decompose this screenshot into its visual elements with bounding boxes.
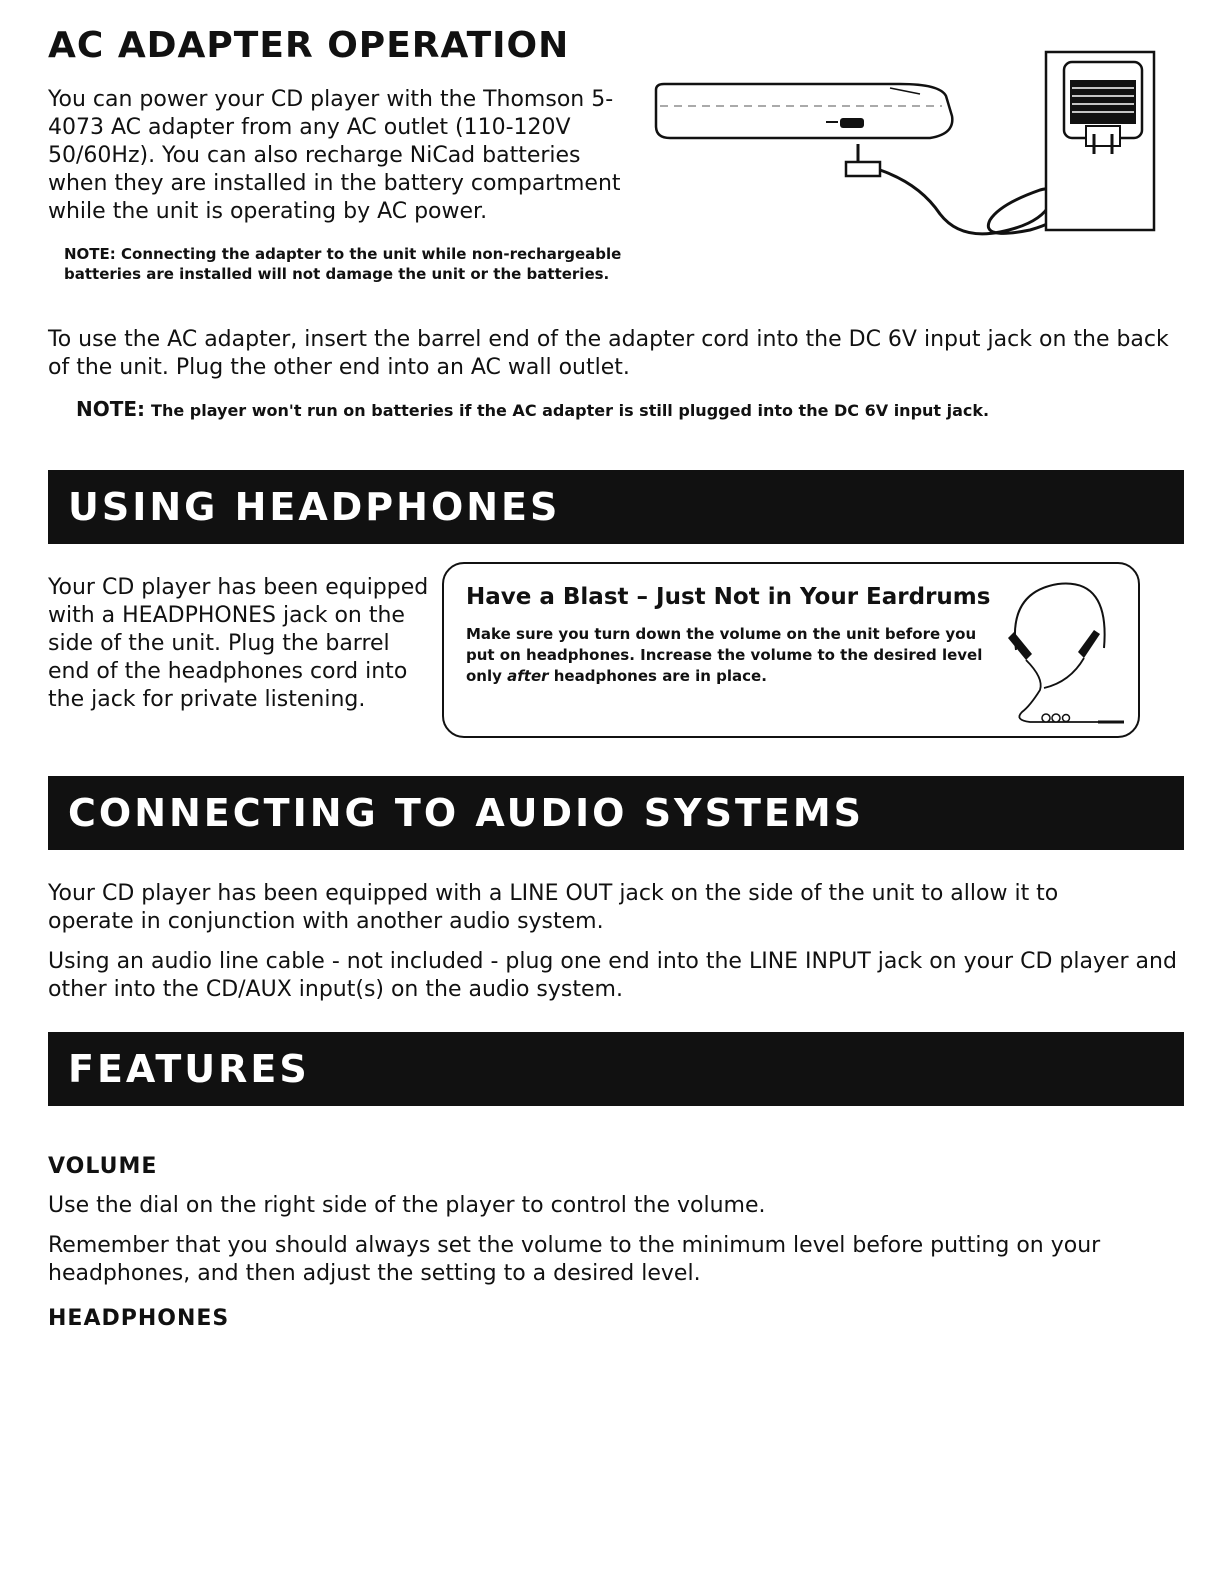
- audio-systems-paragraph-1: Your CD player has been equipped with a LINE OUT jack on the side of the unit to allow it to operate in conjunction with another audio system.: [48, 881, 1059, 934]
- note-text: The player won't run on batteries if the AC adapter is still plugged into the DC 6V input jack.: [151, 401, 990, 420]
- ac-adapter-intro: You can power your CD player with the Thomson 5-4073 AC adapter from any AC outlet (110-120V 50/60Hz). You can also recharge NiCad batteries when they are installed in the battery compartment while the unit is operating by AC power.: [48, 87, 621, 224]
- cd-player-with-ac-adapter-illustration: [650, 44, 1160, 244]
- headphones-heading: HEADPHONES: [48, 1306, 230, 1331]
- callout-title: Have a Blast – Just Not in Your Eardrums: [466, 584, 991, 610]
- volume-paragraph-1: Use the dial on the right side of the player to control the volume.: [48, 1193, 766, 1218]
- audio-systems-paragraph-2: Using an audio line cable - not included - plug one end into the LINE INPUT jack on your CD player and other into the CD/AUX input(s) on the audio system.: [48, 949, 1177, 1002]
- headphones-body: Your CD player has been equipped with a HEADPHONES jack on the side of the unit. Plug the barrel end of the headphones cord into the jack for private listening.: [48, 575, 429, 712]
- section-bar-using-headphones: [48, 470, 1184, 544]
- note-label: NOTE:: [76, 397, 146, 421]
- section-title: FEATURES: [68, 1047, 310, 1091]
- ac-adapter-instructions: To use the AC adapter, insert the barrel end of the adapter cord into the DC 6V input jack on the back of the unit. Plug the other end into an AC wall outlet.: [48, 327, 1169, 380]
- note-text: Connecting the adapter to the unit while non-rechargeable batteries are installed will not damage the unit or the batteries.: [64, 245, 622, 283]
- ac-adapter-note-2: [76, 398, 1196, 422]
- section-bar-connecting-audio-systems: [48, 776, 1184, 850]
- section-title: CONNECTING TO AUDIO SYSTEMS: [68, 791, 865, 835]
- ac-adapter-note-1: [64, 244, 654, 284]
- volume-paragraph-2: Remember that you should always set the volume to the minimum level before putting on your headphones, and then adjust the setting to a desired level.: [48, 1233, 1101, 1286]
- callout-text: Make sure you turn down the volume on the unit before you put on headphones. Increase the volume to the desired level only after headphones are in place.: [466, 625, 983, 685]
- callout-emphasis: after: [507, 667, 549, 685]
- note-label: NOTE:: [64, 245, 116, 263]
- section-title: USING HEADPHONES: [68, 485, 561, 529]
- headphones-warning-callout: [442, 562, 1140, 738]
- section-bar-features: [48, 1032, 1184, 1106]
- page-title: AC ADAPTER OPERATION: [48, 25, 570, 66]
- volume-heading: VOLUME: [48, 1154, 158, 1179]
- headphones-illustration: [1000, 572, 1136, 732]
